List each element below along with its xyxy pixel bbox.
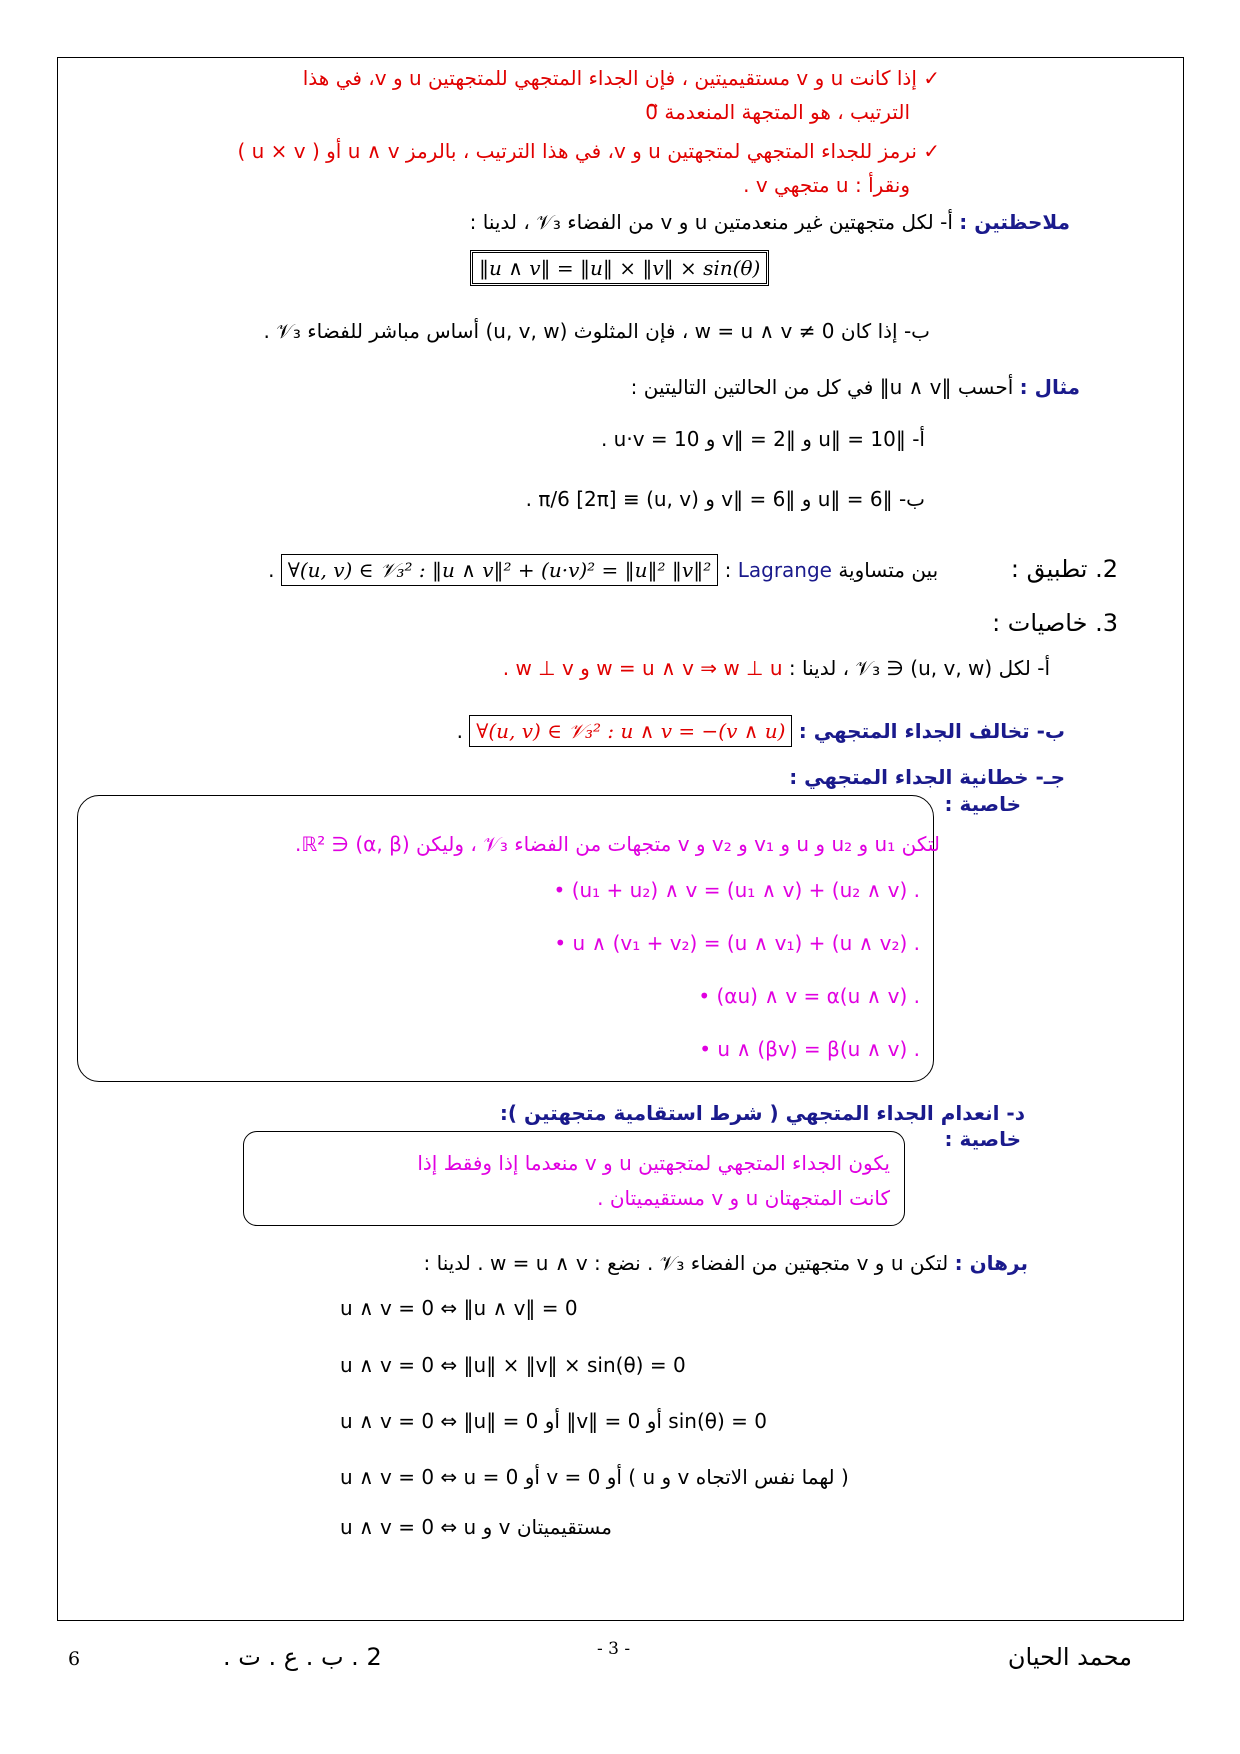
proof-line-4: u ∧ v = 0 ⇔ u = 0 أو v = 0 أو ( u و v لهما نفس الاتجاه ) — [340, 1465, 849, 1489]
nullity-box — [243, 1131, 905, 1226]
example-a: أ- ‖u‖ = 10 و ‖v‖ = 2 و u·v = 10 . — [600, 427, 925, 451]
linearity-property-label: خاصية : — [940, 791, 1025, 817]
application-number: 2. تطبيق : — [1010, 555, 1118, 583]
bullet-2-line-2: ونقرأ : u متجهي v . — [743, 173, 910, 197]
linearity-item-4: • u ∧ (βv) = β(u ∧ v) . — [699, 1037, 920, 1061]
application-end: . — [268, 558, 275, 582]
proof-intro-line — [424, 1250, 1029, 1276]
example-intro-line — [631, 374, 1080, 400]
property-a-formula: w = u ∧ v ⇒ w ⊥ u و w ⊥ v . — [502, 656, 783, 680]
remarks-line-a — [470, 209, 1070, 235]
remarks-a-text: أ- لكل متجهتين غير منعدمتين u و v من الفضاء 𝒱₃ ، لدينا : — [469, 210, 953, 234]
bullet-2-line-1: ✓ نرمز للجداء المتجهي لمتجهتين u و v، في هذا الترتيب ، بالرمز u ∧ v أو ( u × v ) — [237, 139, 940, 163]
proof-line-2: u ∧ v = 0 ⇔ ‖u‖ × ‖v‖ × sin(θ) = 0 — [340, 1353, 686, 1377]
proof-intro: لتكن u و v متجهتين من الفضاء 𝒱₃ . نضع : w = u ∧ v . لدينا : — [423, 1251, 949, 1275]
norm-formula: ‖u ∧ v‖ = ‖u‖ × ‖v‖ × sin(θ) — [470, 250, 769, 286]
linearity-title: جـ- خطانية الجداء المتجهي : — [789, 765, 1065, 789]
footer-level: 2 . ب . ع . ت . — [223, 1643, 382, 1671]
application-text: بين متساوية — [838, 558, 939, 582]
application-line — [268, 554, 1118, 586]
nullity-title: د- انعدام الجداء المتجهي ( شرط استقامية متجهتين ): — [499, 1101, 1025, 1125]
linearity-item-2: • u ∧ (v₁ + v₂) = (u ∧ v₁) + (u ∧ v₂) . — [554, 931, 920, 955]
bullet-1-line-1: ✓ إذا كانت u و v مستقيميتين ، فإن الجداء المتجهي للمتجهتين u و v، في هذا — [302, 66, 940, 90]
lagrange-formula: ∀(u, v) ∈ 𝒱₃² : ‖u ∧ v‖² + (u·v)² = ‖u‖² ‖v‖² — [281, 554, 718, 586]
property-b-label: ب- تخالف الجداء المتجهي : — [798, 719, 1065, 743]
remarks-formula-line — [470, 250, 769, 286]
footer-num: 6 — [68, 1648, 81, 1670]
nullity-line-1: يكون الجداء المتجهي لمتجهتين u و v منعدما إذا وفقط إذا — [417, 1151, 890, 1175]
nullity-property-label: خاصية : — [940, 1126, 1025, 1152]
proof-line-1: u ∧ v = 0 ⇔ ‖u ∧ v‖ = 0 — [340, 1296, 578, 1320]
linearity-intro: لتكن u₁ و u₂ و u و v₁ و v₂ و v متجهات من الفضاء 𝒱₃ ، وليكن (α, β) ∈ ℝ². — [295, 832, 940, 856]
properties-title: 3. خاصيات : — [992, 609, 1118, 637]
bullet-1-line-2: الترتيب ، هو المتجهة المنعدمة 0⃗ — [645, 100, 910, 124]
nullity-line-2: كانت المتجهتان u و v مستقيميتان . — [597, 1186, 890, 1210]
property-a-label: أ- لكل (u, v, w) ∈ 𝒱₃ ، لدينا : — [788, 656, 1050, 680]
property-b-end: . — [456, 719, 463, 743]
property-b-line — [457, 715, 1065, 747]
example-intro: أحسب ‖u ∧ v‖ في كل من الحالتين التاليتين : — [630, 375, 1014, 399]
antisymmetry-formula: ∀(u, v) ∈ 𝒱₃² : u ∧ v = −(v ∧ u) — [469, 715, 792, 747]
example-title: مثال : — [1019, 375, 1080, 399]
remarks-b: ب- إذا كان w = u ∧ v ≠ 0 ، فإن المثلوث (u, v, w) أساس مباشر للفضاء 𝒱₃ . — [263, 319, 930, 343]
lagrange-name: Lagrange — [737, 558, 832, 582]
footer-page: - 3 - — [597, 1639, 631, 1659]
application-colon: : — [724, 558, 732, 582]
linearity-item-3: • (αu) ∧ v = α(u ∧ v) . — [698, 984, 920, 1008]
footer-author: محمد الحيان — [1007, 1643, 1132, 1671]
linearity-item-1: • (u₁ + u₂) ∧ v = (u₁ ∧ v) + (u₂ ∧ v) . — [553, 878, 920, 902]
proof-title: برهان : — [954, 1251, 1028, 1275]
property-a-line — [503, 655, 1050, 681]
remarks-title: ملاحظتين : — [959, 210, 1070, 234]
proof-line-5: u ∧ v = 0 ⇔ u و v مستقيميتان — [340, 1515, 612, 1539]
proof-line-3: u ∧ v = 0 ⇔ ‖u‖ = 0 أو ‖v‖ = 0 أو sin(θ) = 0 — [340, 1409, 768, 1433]
example-b: ب- ‖u‖ = 6 و ‖v‖ = 6 و (u, v) ≡ π/6 [2π] . — [525, 487, 925, 511]
